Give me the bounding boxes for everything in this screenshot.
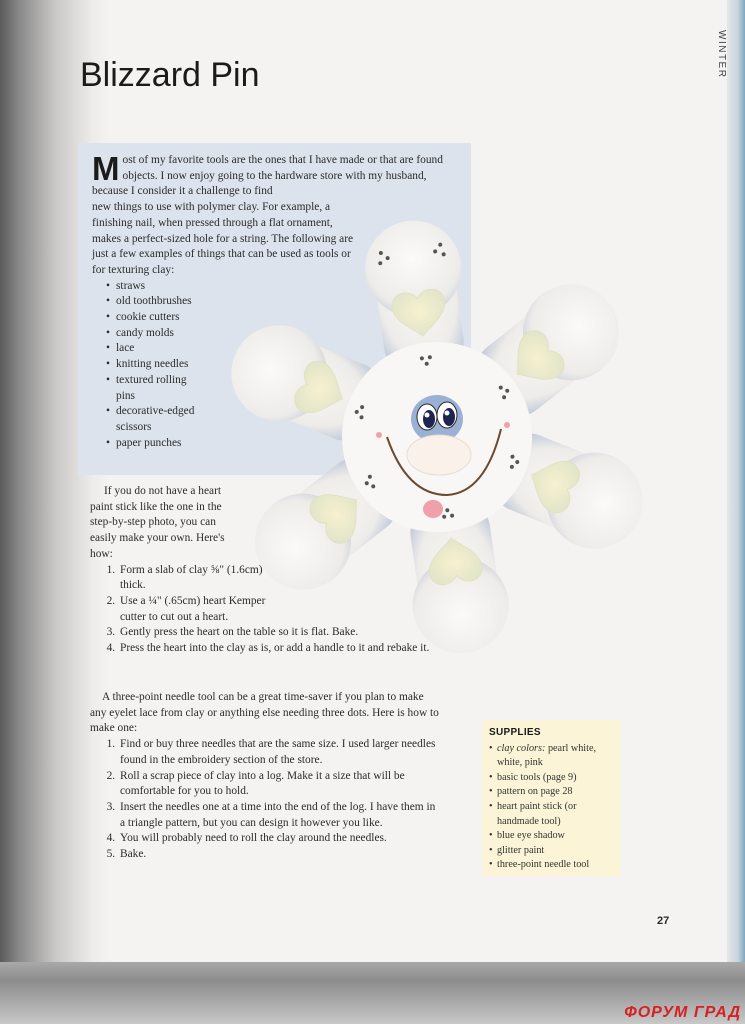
list-item: • straws — [106, 279, 206, 295]
list-item: 3. Gently press the heart on the table so it is flat. Bake. — [118, 625, 430, 641]
list-item: • pattern on page 28 — [489, 785, 620, 800]
page-edge — [727, 0, 745, 965]
list-item: 4. Press the heart into the clay as is, or add a handle to it and rebake it. — [118, 641, 430, 657]
forum-watermark: ФОРУМ ГРАД — [624, 1004, 741, 1021]
list-item: 1. Form a slab of clay ⅝" (1.6cm) thick. — [118, 563, 270, 594]
list-item: • heart paint stick (or handmade tool) — [489, 800, 620, 829]
list-item: 3. Insert the needles one at a time into the end of the log. I have them in a triangle pattern, but you can design it however you like. — [118, 800, 440, 831]
list-item: • blue eye shadow — [489, 829, 620, 844]
supplies-box — [482, 720, 620, 876]
list-item: • candy molds — [106, 326, 206, 342]
list-item: 4. You will probably need to roll the clay around the needles. — [118, 831, 440, 847]
list-item: • lace — [106, 341, 206, 357]
list-item: • textured rolling pins — [106, 373, 206, 404]
heart-paragraph: If you do not have a heart paint stick like the one in the step-by-step photo, you can easily make your own. Here's how: — [90, 485, 225, 560]
list-item: 1. Find or buy three needles that are the same size. I used larger needles found in the embroidery section of the store. — [118, 737, 440, 768]
list-item: • paper punches — [106, 436, 206, 452]
list-item: 5. Bake. — [118, 847, 440, 863]
three-point-needle-section — [90, 690, 440, 863]
list-item: 2. Roll a scrap piece of clay into a log. Make it a size that will be comfortable for you to hold. — [118, 769, 440, 800]
list-item: • cookie cutters — [106, 310, 206, 326]
needle-steps — [90, 737, 440, 863]
page-title: Blizzard Pin — [80, 56, 260, 94]
page-number: 27 — [657, 915, 670, 927]
section-tab: WINTER — [716, 30, 727, 79]
list-item: • basic tools (page 9) — [489, 771, 620, 786]
supplies-heading: SUPPLIES — [489, 727, 541, 738]
intro-line-2: new things to use with polymer clay. For example, a finishing nail, when pressed through a flat ornament, makes a perfect-sized hole for a string. The following are just a few examples of things that can be used as tools or for texturing clay: — [92, 201, 354, 276]
list-item — [489, 742, 620, 771]
supplies-list — [489, 742, 620, 873]
list-item: 2. Use a ¼" (.65cm) heart Kemper cutter to cut out a heart. — [118, 594, 270, 625]
list-item: • knitting needles — [106, 357, 206, 373]
list-item: • three-point needle tool — [489, 858, 620, 873]
clay-colors-value: pearl white, white, pink — [497, 742, 597, 769]
intro-line-1: ost of my favorite tools are the ones that I have made or that are found objects. I now enjoy going to the hardware store with my husband, because I consider it a challenge to find — [92, 154, 443, 198]
clay-colors-label: clay colors: — [497, 742, 546, 754]
needle-paragraph: A three-point needle tool can be a great time-saver if you plan to make any eyelet lace from clay or anything else needing three dots. Here is how to make one: — [90, 691, 439, 735]
heart-steps — [90, 563, 430, 657]
list-item: • old toothbrushes — [106, 294, 206, 310]
list-item: • glitter paint — [489, 844, 620, 859]
heart-paint-stick-section — [90, 484, 430, 657]
drop-cap: M — [92, 150, 120, 187]
list-item: • decorative-edged scissors — [106, 404, 206, 435]
